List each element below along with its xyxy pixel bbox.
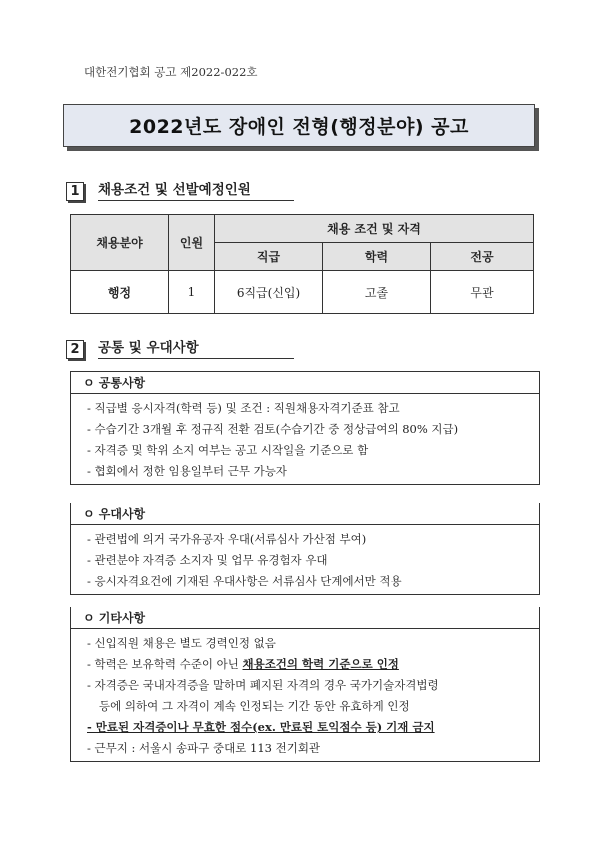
- list-item: - 관련법에 의거 국가유공자 우대(서류심사 가산점 부여): [87, 532, 367, 546]
- list-item: - 근무지 : 서울시 송파구 중대로 113 전기회관: [87, 741, 321, 755]
- list-item: - 자격증은 국내자격증을 말하며 폐지된 자격의 경우 국가기술자격법령: [87, 678, 439, 692]
- list-item: - 자격증 및 학위 소지 여부는 공고 시작일을 기준으로 함: [87, 443, 369, 457]
- section-1-number: 1: [66, 182, 84, 201]
- section-2-number: 2: [66, 340, 84, 359]
- header-count: 인원: [169, 215, 215, 271]
- item2-emphasis: 채용조건의 학력 기준으로 인정: [242, 657, 399, 671]
- title-box: [63, 104, 535, 147]
- header-field: 채용분야: [71, 215, 169, 271]
- list-item-emphasis: - 만료된 자격증이나 무효한 점수(ex. 만료된 토익점수 등) 기재 금지: [87, 720, 435, 734]
- list-item-continuation: 등에 의하여 그 자격이 계속 인정되는 기간 동안 유효하게 인정: [99, 699, 410, 713]
- header-grade: 직급: [215, 243, 323, 271]
- item2-prefix: - 학력은 보유학력 수준이 아닌: [87, 657, 243, 671]
- cell-count: 1: [169, 271, 215, 314]
- other-box: [70, 607, 540, 762]
- header-education: 학력: [323, 243, 431, 271]
- list-item: - 협회에서 정한 임용일부터 근무 가능자: [87, 464, 287, 478]
- common-header: ㅇ 공통사항: [71, 372, 539, 394]
- list-item: - 수습기간 3개월 후 정규직 전환 검토(수습기간 중 정상급여의 80% 지급): [87, 422, 459, 436]
- notice-number: 대한전기협회 공고 제2022-022호: [84, 65, 258, 79]
- list-item: - 응시자격요건에 기재된 우대사항은 서류심사 단계에서만 적용: [87, 574, 402, 588]
- preference-header: ㅇ 우대사항: [71, 503, 539, 525]
- section-2-header: [66, 336, 294, 359]
- other-header: ㅇ 기타사항: [71, 607, 539, 629]
- page-title: 2022년도 장애인 전형(행정분야) 공고: [129, 116, 469, 138]
- section-1-header: [66, 178, 294, 201]
- list-item: - 신입직원 채용은 별도 경력인정 없음: [87, 636, 276, 650]
- preference-box: [70, 503, 540, 595]
- cell-education: 고졸: [323, 271, 431, 314]
- list-item: - 직급별 응시자격(학력 등) 및 조건 : 직원채용자격기준표 참고: [87, 401, 400, 415]
- header-major: 전공: [431, 243, 534, 271]
- cell-grade: 6직급(신입): [215, 271, 323, 314]
- common-box: [70, 371, 540, 485]
- recruitment-table: [70, 214, 534, 314]
- cell-field: 행정: [71, 271, 169, 314]
- cell-major: 무관: [431, 271, 534, 314]
- section-2-title: 공통 및 우대사항: [98, 336, 294, 359]
- section-1-title: 채용조건 및 선발예정인원: [98, 178, 294, 201]
- list-item: [87, 654, 539, 675]
- header-conditions: 채용 조건 및 자격: [215, 215, 534, 243]
- list-item: - 관련분야 자격증 소지자 및 업무 유경험자 우대: [87, 553, 328, 567]
